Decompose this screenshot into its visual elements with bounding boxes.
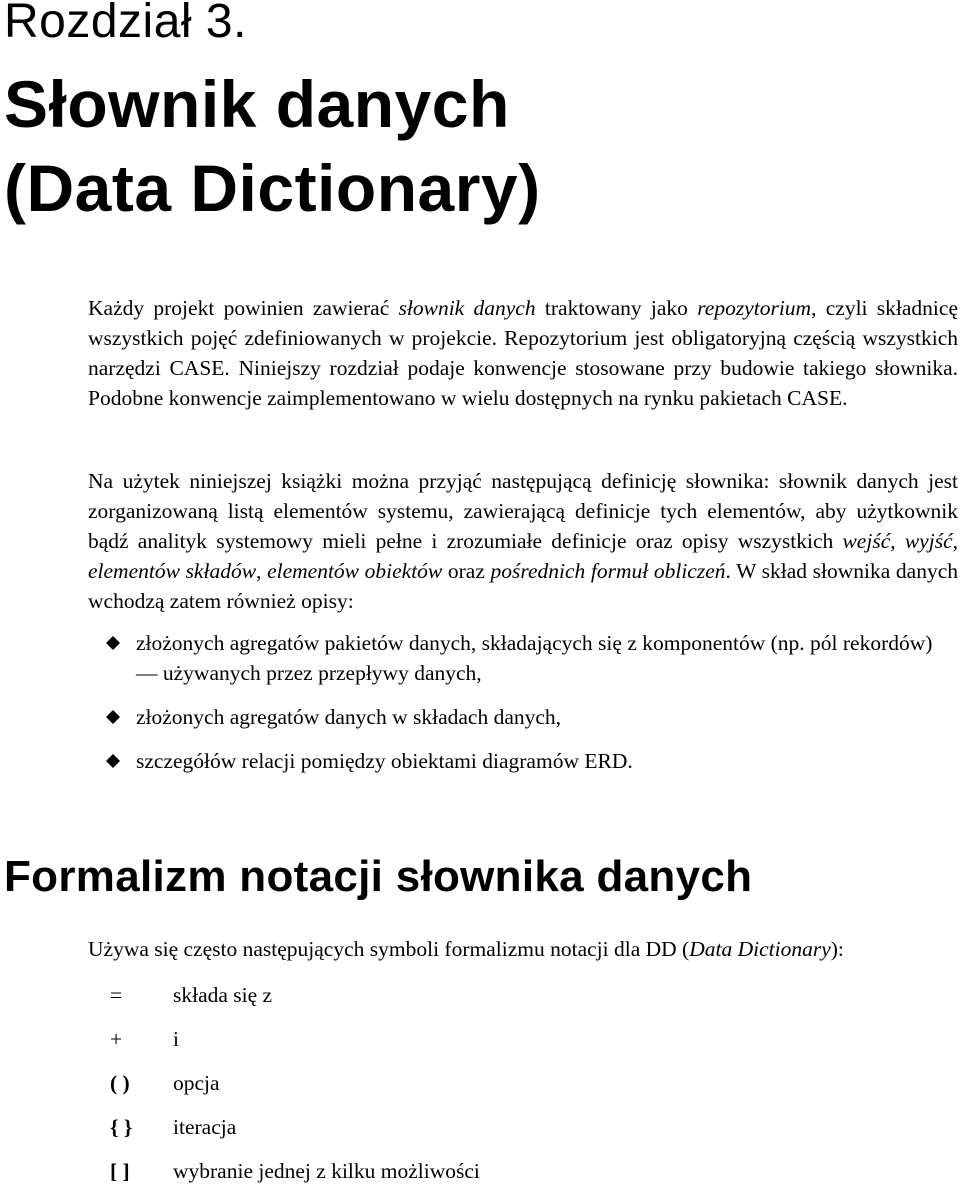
text-span: , czyli składnicę wszystkich pojęć zdefiniowanych w projekcie. Repozytorium jest obligatoryjną częścią wszystkich narzędzi CASE. Niniejszy rozdział podaje konwencje stosowane przy budowie takiego słownika. Podobne konwencje zaimplementowano w wielu dostępnych na rynku pakietach CASE. bbox=[88, 296, 958, 410]
text-span: traktowany jako bbox=[535, 296, 698, 320]
list-item-text: złożonych agregatów danych w składach danych, bbox=[136, 705, 562, 729]
emphasis: elementów obiektów bbox=[267, 559, 443, 583]
definition-paragraph bbox=[88, 466, 958, 616]
emphasis: Data Dictionary bbox=[689, 937, 831, 961]
text-span: Każdy projekt powinien zawierać bbox=[88, 296, 399, 320]
symbol: + bbox=[110, 1027, 123, 1051]
emphasis: elementów składów bbox=[88, 559, 257, 583]
list-item-text: szczegółów relacji pomiędzy obiektami diagramów ERD. bbox=[136, 749, 633, 773]
symbol-meaning: opcja bbox=[173, 1071, 220, 1095]
chapter-title bbox=[4, 62, 541, 230]
emphasis: wejść bbox=[842, 529, 891, 553]
diamond-bullet-icon bbox=[106, 710, 120, 724]
symbol: [ ] bbox=[110, 1159, 130, 1183]
emphasis: słownik danych bbox=[398, 296, 536, 320]
text-span: oraz bbox=[442, 559, 491, 583]
section-intro-paragraph bbox=[88, 934, 958, 964]
symbol: ( ) bbox=[110, 1071, 130, 1095]
text-span: Na użytek niniejszej książki można przyjąć następującą definicję słownika: słownik danych jest zorganizowaną listą elementów systemu, zawierającą definicje tych elementów, aby użytkownik bądź analityk systemowy mieli pełne i zrozumiałe definicje oraz opisy wszystkich bbox=[88, 469, 958, 553]
diamond-bullet-icon bbox=[106, 636, 120, 650]
list-item-text: złożonych agregatów pakietów danych, składających się z komponentów (np. pól rekordów) — używanych przez przepływy danych, bbox=[136, 631, 933, 685]
text-span: Używa się często następujących symboli formalizmu notacji dla DD ( bbox=[88, 937, 690, 961]
text-span: , bbox=[952, 529, 958, 553]
text-span: , bbox=[890, 529, 905, 553]
text-span: . W skład słownika danych wchodzą zatem również opisy: bbox=[88, 559, 959, 613]
chapter-label: Rozdział 3. bbox=[4, 0, 247, 48]
symbol-meaning: wybranie jednej z kilku możliwości bbox=[173, 1159, 480, 1183]
symbol-meaning: iteracja bbox=[173, 1115, 237, 1139]
symbol: { } bbox=[110, 1115, 133, 1139]
chapter-title-line1: Słownik danych bbox=[4, 67, 510, 141]
emphasis: wyjść bbox=[904, 529, 953, 553]
symbol-meaning: i bbox=[173, 1027, 179, 1051]
text-span: , bbox=[256, 559, 268, 583]
intro-paragraph bbox=[88, 293, 958, 413]
emphasis: pośrednich formuł obliczeń bbox=[490, 559, 726, 583]
diamond-bullet-icon bbox=[106, 754, 120, 768]
symbol: = bbox=[110, 983, 123, 1007]
emphasis: repozytorium bbox=[697, 296, 812, 320]
text-span: ): bbox=[830, 937, 844, 961]
symbol-meaning: składa się z bbox=[173, 983, 273, 1007]
section-title: Formalizm notacji słownika danych bbox=[4, 852, 753, 901]
chapter-title-line2: (Data Dictionary) bbox=[4, 151, 541, 225]
